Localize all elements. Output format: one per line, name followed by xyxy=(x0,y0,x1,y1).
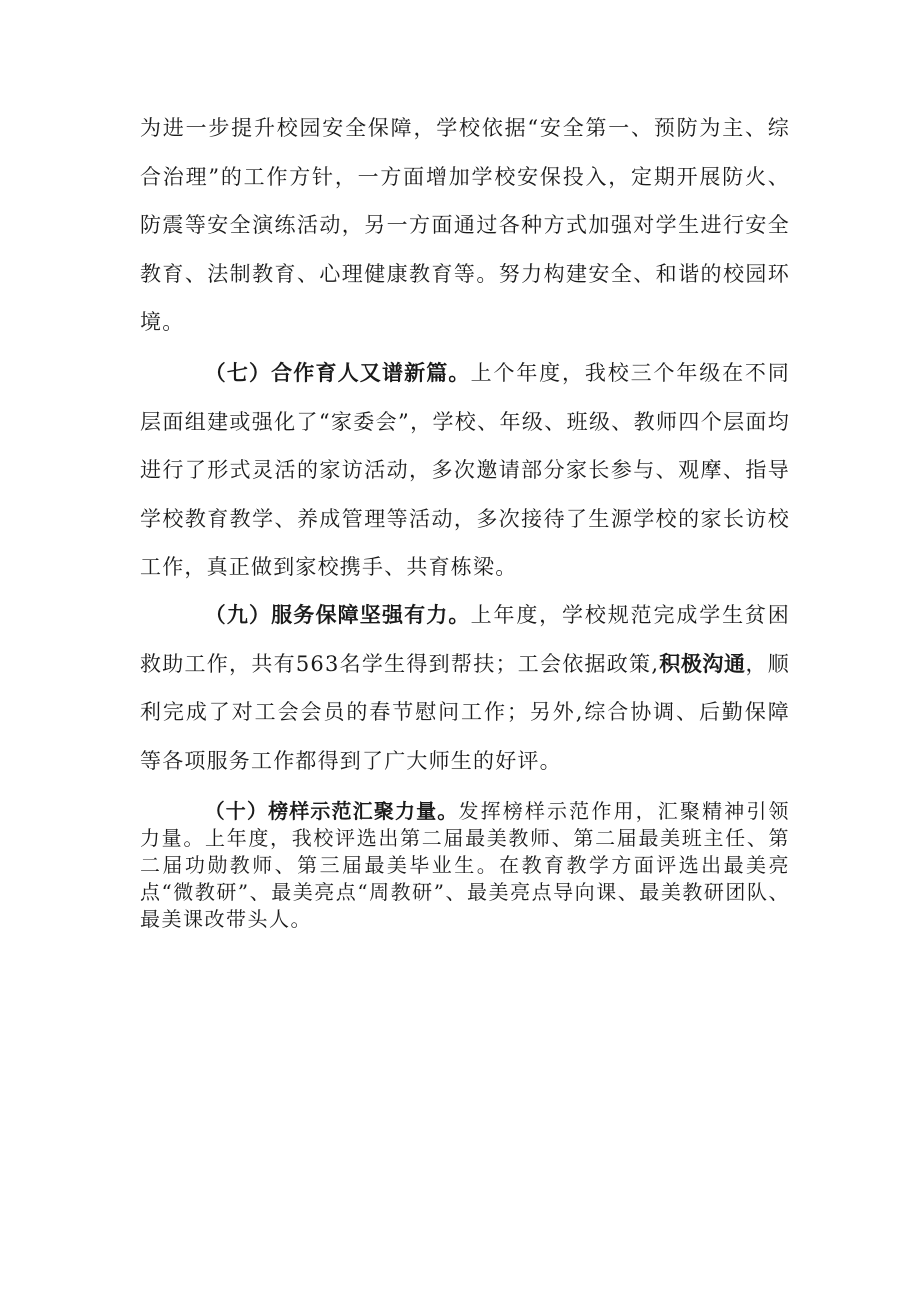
section-heading: （七）合作育人又谱新篇。 xyxy=(204,361,471,385)
section-heading: （九）服务保障坚强有力。 xyxy=(204,603,471,627)
paragraph-text: 上个年度，我校三个年级在不同层面组建或强化了“家委会”，学校、年级、班级、教师四个层面均进行了形式灵活的家访活动，多次邀请部分家长参与、观摩、指导学校教育教学、养成管理等活动，多次接待了生源学校的家长访校工作，真正做到家校携手、共育栋梁。 xyxy=(140,361,790,579)
paragraph-text: 发挥榜样示范作用，汇聚精神引领力量。上年度，我校评选出第二届最美教师、第二届最美班主任、第二届功勋教师、第三届最美毕业生。在教育教学方面评选出最美亮点“微教研”、最美亮点“周教研”、最美亮点导向课、最美教研团队、最美课改带头人。 xyxy=(140,799,791,931)
section-heading: （十）榜样示范汇聚力量。 xyxy=(204,799,459,823)
paragraph-text: 为进一步提升校园安全保障，学校依据“安全第一、预防为主、综合治理”的工作方针，一方面增加学校安保投入，定期开展防火、防震等安全演练活动，另一方面通过各种方式加强对学生进行安全教育、法制教育、心理健康教育等。努力构建安全、和谐的校园环境。 xyxy=(140,116,790,334)
paragraph-cooperative-education xyxy=(140,349,790,592)
paragraph-text: 上年度，学校规范完成学生贫困救助工作，共有563名学生得到帮扶；工会依据政策, xyxy=(140,603,790,676)
paragraph-service-support xyxy=(140,591,790,785)
paragraph-role-models xyxy=(140,798,790,933)
paragraph-text: ，顺利完成了对工会会员的春节慰问工作；另外,综合协调、后勤保障等各项服务工作都得到了广大师生的好评。 xyxy=(140,651,790,773)
paragraph-campus-safety xyxy=(140,104,790,347)
emphasized-text: 积极沟通 xyxy=(659,651,746,676)
